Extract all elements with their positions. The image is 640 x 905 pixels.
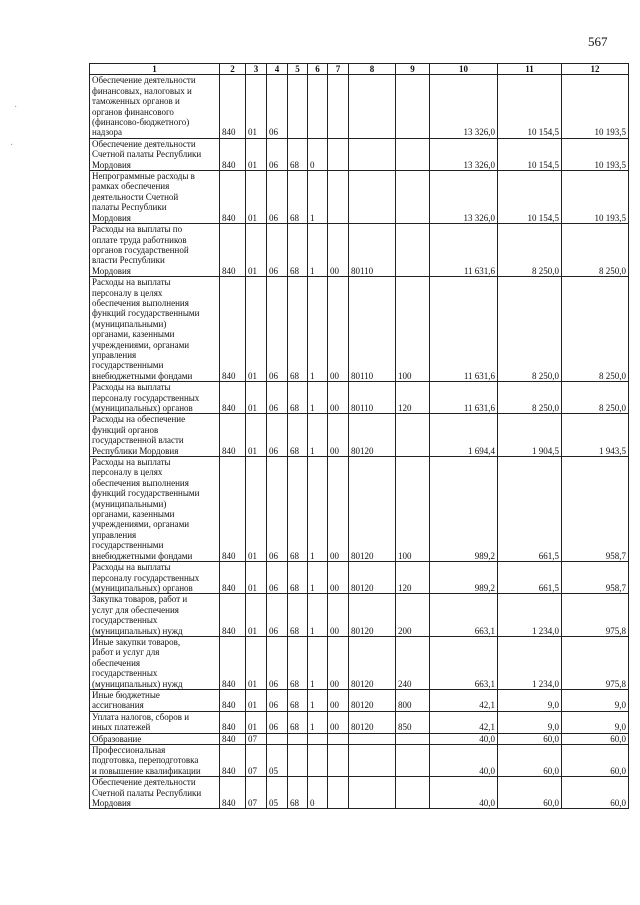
row-code-3: 01 <box>246 414 267 457</box>
table-body <box>90 75 629 809</box>
row-code-8 <box>349 745 396 777</box>
row-code-5 <box>288 745 308 777</box>
row-amount-10: 989,2 <box>430 562 498 594</box>
table-row <box>90 414 629 457</box>
row-amount-12: 1 943,5 <box>562 414 629 457</box>
row-code-9: 120 <box>396 562 430 594</box>
row-code-9 <box>396 777 430 809</box>
row-code-5: 68 <box>288 171 308 224</box>
row-amount-10: 11 631,6 <box>430 382 498 414</box>
row-code-3: 01 <box>246 636 267 689</box>
row-code-2: 840 <box>220 138 246 170</box>
row-code-7 <box>328 138 349 170</box>
row-amount-12: 975,8 <box>562 594 629 637</box>
row-code-3: 01 <box>246 138 267 170</box>
table-row <box>90 224 629 277</box>
row-code-3: 01 <box>246 171 267 224</box>
row-code-3: 01 <box>246 689 267 711</box>
table-row <box>90 636 629 689</box>
row-code-7 <box>328 171 349 224</box>
row-code-7: 00 <box>328 414 349 457</box>
row-code-5: 68 <box>288 711 308 733</box>
row-amount-11: 1 904,5 <box>498 414 562 457</box>
row-code-5: 68 <box>288 382 308 414</box>
row-amount-10: 11 631,6 <box>430 277 498 382</box>
row-amount-10: 13 326,0 <box>430 75 498 138</box>
row-code-7: 00 <box>328 382 349 414</box>
row-amount-11: 661,5 <box>498 457 562 562</box>
row-code-7: 00 <box>328 711 349 733</box>
row-code-5 <box>288 733 308 744</box>
row-code-2: 840 <box>220 711 246 733</box>
row-code-7: 00 <box>328 562 349 594</box>
row-name: Расходы на выплаты по оплате труда работников органов государственной власти Республики Мордовия <box>90 224 220 277</box>
row-code-6: 1 <box>308 711 328 733</box>
row-code-3: 01 <box>246 75 267 138</box>
row-amount-12: 10 193,5 <box>562 171 629 224</box>
row-code-6: 1 <box>308 689 328 711</box>
column-header: 8 <box>349 64 396 75</box>
row-code-3: 01 <box>246 457 267 562</box>
row-name: Обеспечение деятельности Счетной палаты Республики Мордовия <box>90 777 220 809</box>
row-amount-12: 8 250,0 <box>562 277 629 382</box>
row-code-6: 1 <box>308 224 328 277</box>
row-code-2: 840 <box>220 457 246 562</box>
row-code-4: 06 <box>267 224 288 277</box>
row-code-2: 840 <box>220 382 246 414</box>
row-code-6 <box>308 75 328 138</box>
row-code-6 <box>308 745 328 777</box>
row-name: Непрограммные расходы в рамках обеспечения деятельности Счетной палаты Республики Мордовия <box>90 171 220 224</box>
row-code-2: 840 <box>220 777 246 809</box>
row-amount-11: 9,0 <box>498 711 562 733</box>
row-amount-10: 40,0 <box>430 777 498 809</box>
row-amount-11: 10 154,5 <box>498 138 562 170</box>
row-code-2: 840 <box>220 171 246 224</box>
row-amount-11: 9,0 <box>498 689 562 711</box>
row-amount-11: 8 250,0 <box>498 277 562 382</box>
row-amount-11: 60,0 <box>498 745 562 777</box>
row-code-9: 800 <box>396 689 430 711</box>
row-code-4: 06 <box>267 75 288 138</box>
row-code-3: 07 <box>246 745 267 777</box>
row-code-2: 840 <box>220 277 246 382</box>
row-code-2: 840 <box>220 224 246 277</box>
row-amount-12: 60,0 <box>562 777 629 809</box>
row-amount-11: 60,0 <box>498 733 562 744</box>
row-amount-11: 661,5 <box>498 562 562 594</box>
row-code-7 <box>328 745 349 777</box>
row-amount-10: 42,1 <box>430 711 498 733</box>
row-code-5: 68 <box>288 777 308 809</box>
row-code-5: 68 <box>288 457 308 562</box>
row-code-6: 1 <box>308 382 328 414</box>
table-row <box>90 689 629 711</box>
row-code-8: 80120 <box>349 414 396 457</box>
row-code-7: 00 <box>328 689 349 711</box>
row-code-4: 06 <box>267 382 288 414</box>
table-row <box>90 711 629 733</box>
row-code-2: 840 <box>220 733 246 744</box>
row-code-5: 68 <box>288 138 308 170</box>
row-code-2: 840 <box>220 562 246 594</box>
table-row <box>90 457 629 562</box>
row-code-7: 00 <box>328 224 349 277</box>
row-code-5: 68 <box>288 277 308 382</box>
row-code-8: 80120 <box>349 562 396 594</box>
row-code-8: 80120 <box>349 711 396 733</box>
row-code-9 <box>396 745 430 777</box>
table-row <box>90 75 629 138</box>
row-code-4: 06 <box>267 277 288 382</box>
row-name: Иные бюджетные ассигнования <box>90 689 220 711</box>
row-code-6: 1 <box>308 171 328 224</box>
row-code-4: 06 <box>267 138 288 170</box>
row-amount-11: 8 250,0 <box>498 224 562 277</box>
row-code-4: 06 <box>267 636 288 689</box>
row-code-3: 01 <box>246 382 267 414</box>
column-header: 10 <box>430 64 498 75</box>
row-code-7 <box>328 75 349 138</box>
table-row <box>90 382 629 414</box>
row-code-8 <box>349 171 396 224</box>
row-code-9: 120 <box>396 382 430 414</box>
row-code-9: 200 <box>396 594 430 637</box>
column-header: 1 <box>90 64 220 75</box>
row-amount-12: 9,0 <box>562 689 629 711</box>
row-code-8: 80110 <box>349 382 396 414</box>
row-code-6: 1 <box>308 414 328 457</box>
row-code-7: 00 <box>328 457 349 562</box>
row-code-8 <box>349 138 396 170</box>
row-code-6: 1 <box>308 636 328 689</box>
row-code-9 <box>396 138 430 170</box>
row-code-3: 01 <box>246 224 267 277</box>
row-code-8: 80110 <box>349 224 396 277</box>
row-code-6: 1 <box>308 594 328 637</box>
table-row <box>90 171 629 224</box>
row-code-8 <box>349 75 396 138</box>
row-code-7 <box>328 733 349 744</box>
column-header: 12 <box>562 64 629 75</box>
row-code-4: 06 <box>267 689 288 711</box>
row-code-2: 840 <box>220 594 246 637</box>
row-code-9 <box>396 75 430 138</box>
row-code-4 <box>267 733 288 744</box>
row-code-4: 06 <box>267 594 288 637</box>
row-name: Обеспечение деятельности финансовых, налоговых и таможенных органов и органов финансового (финансово-бюджетного) надзора <box>90 75 220 138</box>
row-code-2: 840 <box>220 689 246 711</box>
row-code-4: 06 <box>267 457 288 562</box>
row-amount-10: 1 694,4 <box>430 414 498 457</box>
row-code-3: 07 <box>246 777 267 809</box>
row-amount-10: 663,1 <box>430 594 498 637</box>
row-code-2: 840 <box>220 636 246 689</box>
row-amount-10: 42,1 <box>430 689 498 711</box>
column-header: 11 <box>498 64 562 75</box>
row-name: Расходы на выплаты персоналу государственных (муниципальных) органов <box>90 562 220 594</box>
row-name: Расходы на выплаты персоналу в целях обеспечения выполнения функций государственными (муниципальными) органами, казенными учреждениями, органами управления государственными внебюджетными фондами <box>90 277 220 382</box>
row-code-2: 840 <box>220 745 246 777</box>
row-code-6: 0 <box>308 138 328 170</box>
row-name: Обеспечение деятельности Счетной палаты Республики Мордовия <box>90 138 220 170</box>
row-code-7 <box>328 777 349 809</box>
table-row <box>90 138 629 170</box>
row-code-6: 0 <box>308 777 328 809</box>
row-code-2: 840 <box>220 75 246 138</box>
row-code-8: 80120 <box>349 689 396 711</box>
row-code-6: 1 <box>308 562 328 594</box>
row-amount-10: 11 631,6 <box>430 224 498 277</box>
row-amount-10: 989,2 <box>430 457 498 562</box>
scan-mark: · <box>10 140 14 151</box>
row-amount-10: 13 326,0 <box>430 171 498 224</box>
row-code-3: 01 <box>246 277 267 382</box>
row-name: Профессиональная подготовка, переподготовка и повышение квалификации <box>90 745 220 777</box>
column-header: 4 <box>267 64 288 75</box>
row-code-5: 68 <box>288 689 308 711</box>
row-code-9 <box>396 414 430 457</box>
row-code-8: 80110 <box>349 277 396 382</box>
row-amount-11: 8 250,0 <box>498 382 562 414</box>
row-code-4: 06 <box>267 711 288 733</box>
row-code-4: 05 <box>267 777 288 809</box>
row-code-4: 06 <box>267 562 288 594</box>
row-name: Закупка товаров, работ и услуг для обеспечения государственных (муниципальных) нужд <box>90 594 220 637</box>
row-code-7: 00 <box>328 594 349 637</box>
row-code-9: 850 <box>396 711 430 733</box>
row-code-7: 00 <box>328 277 349 382</box>
table-row <box>90 733 629 744</box>
table-row <box>90 562 629 594</box>
row-amount-12: 60,0 <box>562 745 629 777</box>
row-code-9 <box>396 733 430 744</box>
row-name: Расходы на обеспечение функций органов государственной власти Республики Мордовия <box>90 414 220 457</box>
table-row <box>90 594 629 637</box>
column-header: 7 <box>328 64 349 75</box>
row-code-6 <box>308 733 328 744</box>
row-amount-11: 1 234,0 <box>498 594 562 637</box>
row-code-9: 100 <box>396 457 430 562</box>
row-amount-10: 663,1 <box>430 636 498 689</box>
row-code-9 <box>396 224 430 277</box>
row-code-6: 1 <box>308 277 328 382</box>
row-name: Иные закупки товаров, работ и услуг для обеспечения государственных (муниципальных) нужд <box>90 636 220 689</box>
row-amount-11: 10 154,5 <box>498 171 562 224</box>
row-code-5: 68 <box>288 562 308 594</box>
header-row <box>90 64 629 75</box>
row-amount-12: 60,0 <box>562 733 629 744</box>
row-code-4: 06 <box>267 171 288 224</box>
row-code-5: 68 <box>288 636 308 689</box>
row-code-5: 68 <box>288 224 308 277</box>
row-amount-11: 60,0 <box>498 777 562 809</box>
column-header: 3 <box>246 64 267 75</box>
row-code-7: 00 <box>328 636 349 689</box>
row-code-5: 68 <box>288 594 308 637</box>
row-code-8: 80120 <box>349 457 396 562</box>
row-code-5 <box>288 75 308 138</box>
row-code-4: 05 <box>267 745 288 777</box>
row-code-6: 1 <box>308 457 328 562</box>
row-code-4: 06 <box>267 414 288 457</box>
row-code-3: 01 <box>246 711 267 733</box>
table-row <box>90 277 629 382</box>
table-row <box>90 777 629 809</box>
row-code-3: 01 <box>246 594 267 637</box>
row-amount-11: 1 234,0 <box>498 636 562 689</box>
row-amount-12: 10 193,5 <box>562 138 629 170</box>
column-header: 2 <box>220 64 246 75</box>
row-code-5: 68 <box>288 414 308 457</box>
row-name: Образование <box>90 733 220 744</box>
row-amount-12: 10 193,5 <box>562 75 629 138</box>
row-code-3: 01 <box>246 562 267 594</box>
row-amount-12: 9,0 <box>562 711 629 733</box>
scan-mark: · <box>14 102 18 113</box>
row-code-8 <box>349 777 396 809</box>
column-header: 5 <box>288 64 308 75</box>
row-code-8: 80120 <box>349 636 396 689</box>
column-header: 6 <box>308 64 328 75</box>
row-code-2: 840 <box>220 414 246 457</box>
row-amount-11: 10 154,5 <box>498 75 562 138</box>
column-header: 9 <box>396 64 430 75</box>
row-code-9 <box>396 171 430 224</box>
row-amount-12: 8 250,0 <box>562 224 629 277</box>
row-amount-12: 958,7 <box>562 562 629 594</box>
budget-table <box>89 63 629 809</box>
row-amount-10: 40,0 <box>430 745 498 777</box>
table-row <box>90 745 629 777</box>
row-amount-10: 13 326,0 <box>430 138 498 170</box>
row-name: Уплата налогов, сборов и иных платежей <box>90 711 220 733</box>
page-number: 567 <box>588 34 608 49</box>
row-name: Расходы на выплаты персоналу в целях обеспечения выполнения функций государственными (муниципальными) органами, казенными учреждениями, органами управления государственными внебюджетными фондами <box>90 457 220 562</box>
row-amount-12: 975,8 <box>562 636 629 689</box>
row-amount-12: 8 250,0 <box>562 382 629 414</box>
row-code-8: 80120 <box>349 594 396 637</box>
row-amount-10: 40,0 <box>430 733 498 744</box>
row-code-3: 07 <box>246 733 267 744</box>
row-code-9: 240 <box>396 636 430 689</box>
row-code-9: 100 <box>396 277 430 382</box>
row-code-8 <box>349 733 396 744</box>
row-name: Расходы на выплаты персоналу государственных (муниципальных) органов <box>90 382 220 414</box>
row-amount-12: 958,7 <box>562 457 629 562</box>
